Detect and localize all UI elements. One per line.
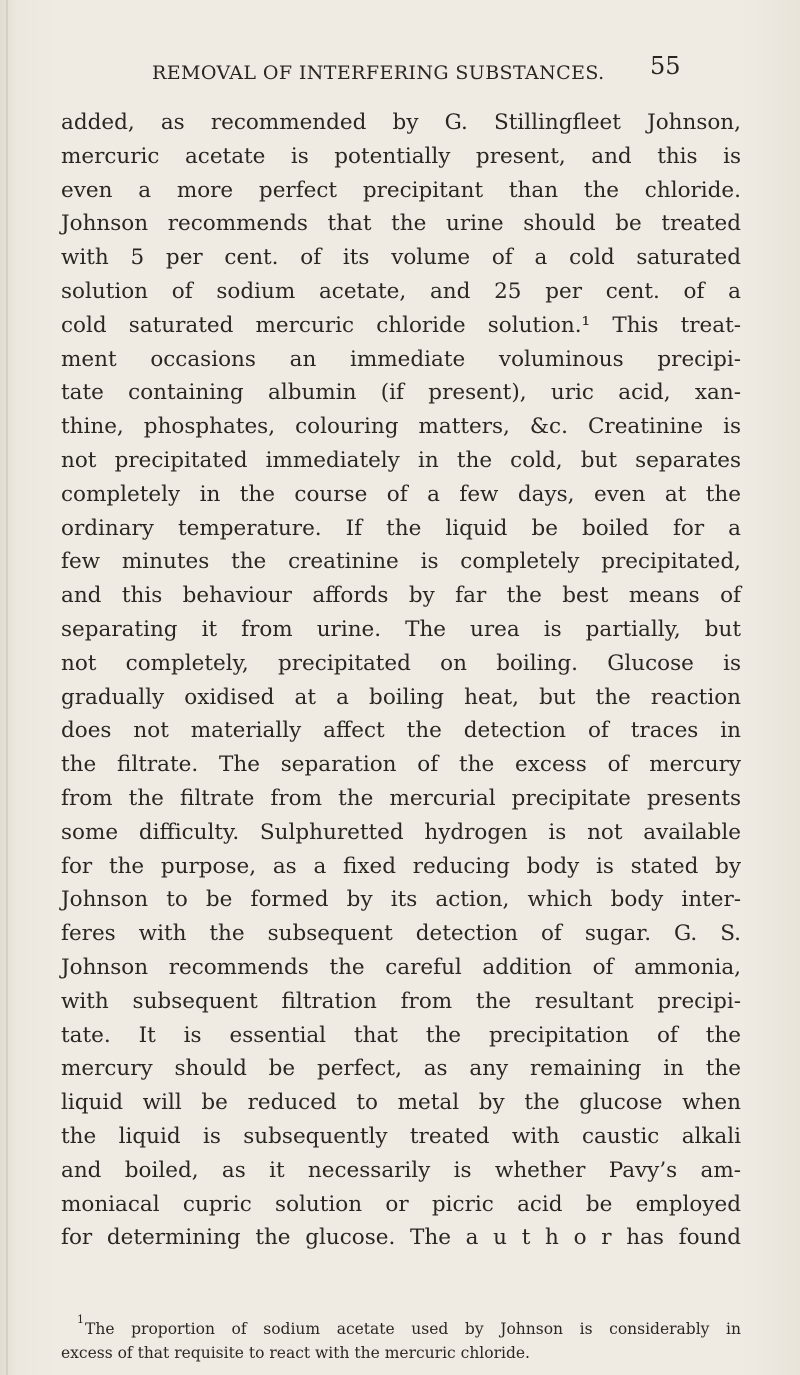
text-line: and this behaviour affords by far the best means of — [61, 583, 741, 609]
running-head: REMOVAL OF INTERFERING SUBSTANCES. — [152, 62, 605, 84]
text-line: with 5 per cent. of its volume of a cold saturated — [61, 245, 741, 271]
text-line: some difficulty. Sulphuretted hydrogen is not available — [61, 819, 741, 845]
body-text — [61, 106, 741, 1255]
text-line: mercuric acetate is potentially present, and this is — [61, 143, 741, 169]
text-line: from the filtrate from the mercurial precipitate presents — [61, 785, 741, 811]
text-line: separating it from urine. The urea is partially, but — [61, 616, 741, 642]
footnote — [61, 1313, 741, 1365]
text-line: tate containing albumin (if present), uric acid, xan- — [61, 380, 741, 406]
text-line: solution of sodium acetate, and 25 per cent. of a — [61, 278, 741, 304]
text-line: tate. It is essential that the precipitation of the — [61, 1022, 741, 1048]
page-gutter — [6, 0, 8, 1375]
text-line: with subsequent filtration from the resultant precipi- — [61, 988, 741, 1014]
text-line: cold saturated mercuric chloride solution.¹ This treat- — [61, 312, 741, 338]
text-line: the filtrate. The separation of the excess of mercury — [61, 752, 741, 778]
footnote-marker: 1 — [77, 1313, 84, 1326]
text-line: feres with the subsequent detection of sugar. G. S. — [61, 921, 741, 947]
text-line: for the purpose, as a fixed reducing body is stated by — [61, 853, 741, 879]
text-line: added, as recommended by G. Stillingfleet Johnson, — [61, 110, 741, 135]
text-line: ordinary temperature. If the liquid be boiled for a — [61, 515, 741, 541]
text-line: completely in the course of a few days, even at the — [61, 481, 741, 507]
text-line: Johnson recommends that the urine should be treated — [61, 211, 741, 237]
footnote-line: excess of that requisite to react with the mercuric chloride. — [61, 1344, 530, 1362]
page-number: 55 — [650, 52, 681, 80]
text-line: not precipitated immediately in the cold, but separates — [61, 447, 741, 473]
text-line: mercury should be perfect, as any remaining in the — [61, 1056, 741, 1082]
text-line: does not materially affect the detection of traces in — [61, 718, 741, 744]
text-line: thine, phosphates, colouring matters, &c. Creatinine is — [61, 414, 741, 440]
text-line: liquid will be reduced to metal by the glucose when — [61, 1090, 741, 1116]
footnote-line: The proportion of sodium acetate used by Johnson is considerably in — [85, 1320, 741, 1338]
text-line: for determining the glucose. The a u t h o r has found — [61, 1225, 741, 1251]
text-line: the liquid is subsequently treated with caustic alkali — [61, 1123, 741, 1149]
text-line: even a more perfect precipitant than the chloride. — [61, 177, 741, 203]
text-line: Johnson to be formed by its action, which body inter- — [61, 887, 741, 913]
text-line: Johnson recommends the careful addition of ammonia, — [61, 954, 741, 980]
text-line: gradually oxidised at a boiling heat, but the reaction — [61, 684, 741, 710]
text-line: not completely, precipitated on boiling. Glucose is — [61, 650, 741, 676]
text-line: moniacal cupric solution or picric acid be employed — [61, 1191, 741, 1217]
text-line: and boiled, as it necessarily is whether Pavy’s am- — [61, 1157, 741, 1183]
text-line: few minutes the creatinine is completely precipitated, — [61, 549, 741, 575]
text-line: ment occasions an immediate voluminous precipi- — [61, 346, 741, 372]
